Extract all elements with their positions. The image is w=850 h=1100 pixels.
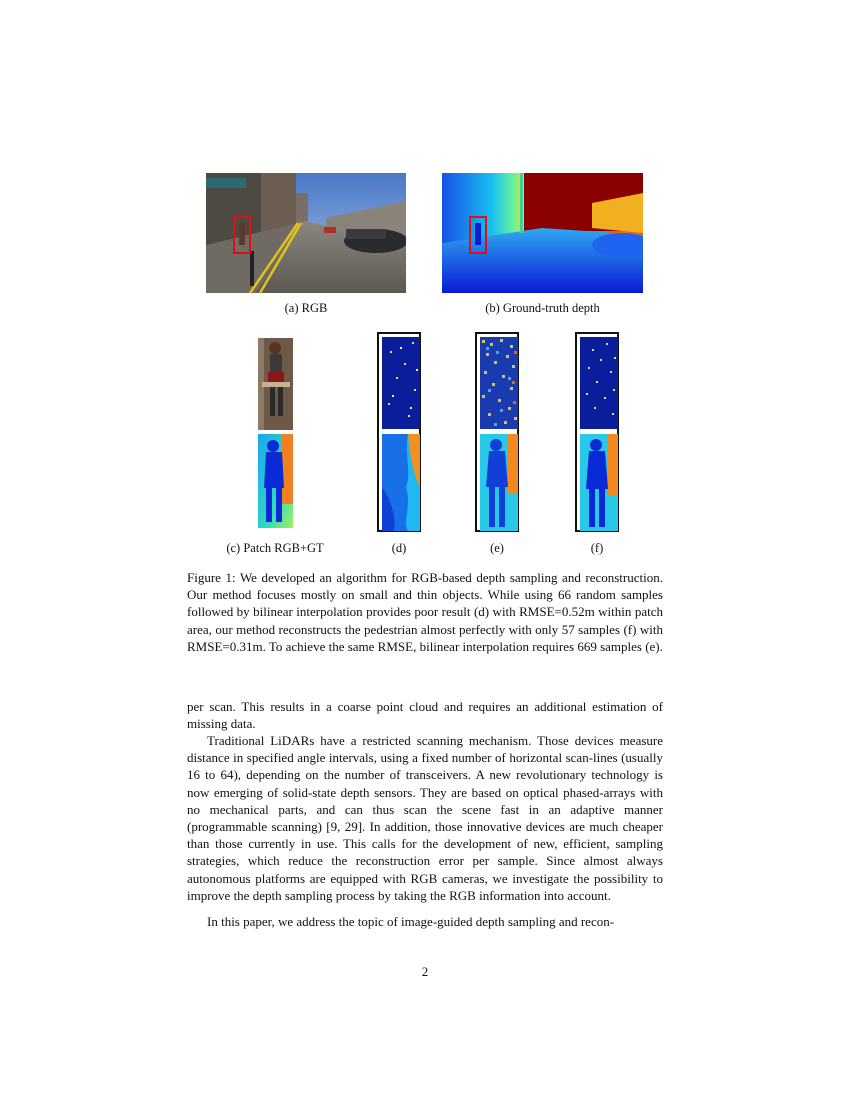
sparse-samples-and-reconstruction-d: [382, 337, 420, 531]
body-paragraph-1: per scan. This results in a coarse point cloud and requires an additional estimation of missing data.: [187, 699, 663, 732]
result-panel-e: [475, 332, 519, 532]
patch-rgb-image: [258, 338, 293, 430]
body-paragraph-3: In this paper, we address the topic of image-guided depth sampling and recon-: [207, 914, 615, 929]
subcaption-c: (c) Patch RGB+GT: [226, 541, 324, 555]
result-panel-d: [377, 332, 421, 532]
our-samples-and-reconstruction-f: [580, 337, 618, 531]
result-panel-f: [575, 332, 619, 532]
subcaption-e: (e): [490, 541, 504, 555]
rgb-image: [206, 173, 406, 293]
subcaption-d: (d): [391, 541, 407, 555]
patch-gt-depth-image: [258, 434, 293, 528]
page-number: 2: [421, 964, 429, 979]
figure-caption: Figure 1: We developed an algorithm for RGB-based depth sampling and reconstruction. Our method focuses mostly on small and thin objects. While using 66 random samples followed by bilinear interpolation provides poor result (d) with RMSE=0.52m within patch area, our method reconstructs the pedestrian almost perfectly with only 57 samples (f) with RMSE=0.31m. To achieve the same RMSE, bilinear interpolation requires 669 samples (e).: [187, 570, 663, 654]
dense-samples-and-reconstruction-e: [480, 337, 518, 531]
subcaption-a: (a) RGB: [284, 301, 328, 315]
subcaption-f: (f): [590, 541, 604, 555]
ground-truth-depth-image: [442, 173, 643, 293]
body-paragraph-2: Traditional LiDARs have a restricted scanning mechanism. Those devices measure distance in specified angle intervals, using a fixed number of horizontal scan-lines (usually 16 to 64), depending on the number of transceivers. A new revolutionary technology is now emerging of solid-state depth sensors. They are based on optical phased-arrays with no mechanical parts, and can thus scan the scene fast in an adaptive manner (programmable scanning) [9, 29]. In addition, those innovative devices are much cheaper than those currently in use. This calls for the development of new, efficient, sampling strategies, which reduce the reconstruction error per sample. Since almost always autonomous platforms are equipped with RGB cameras, we investigate the possibility to improve the depth sampling process by taking the RGB information into account.: [187, 733, 663, 903]
subcaption-b: (b) Ground-truth depth: [485, 301, 600, 315]
